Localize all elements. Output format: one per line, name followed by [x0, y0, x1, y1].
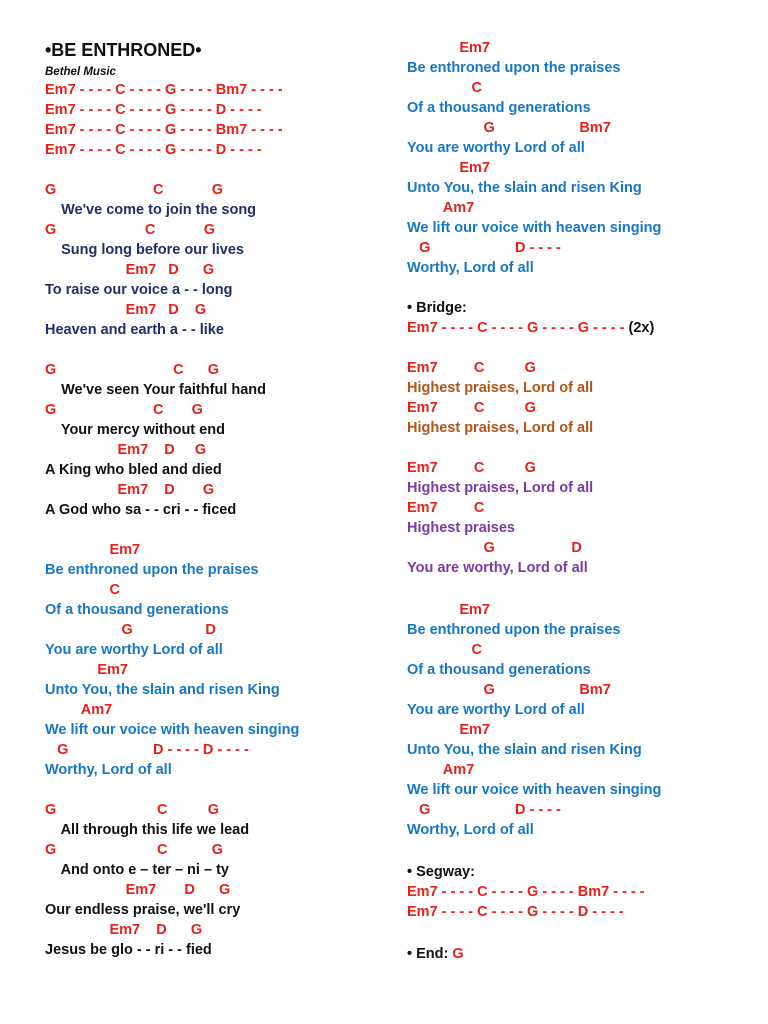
lyric-line: [45, 380, 266, 400]
chord-line: [45, 740, 249, 760]
lyric-line: [407, 518, 515, 538]
chord-line-text: Em7 D G: [45, 262, 215, 278]
chord-line: [45, 920, 202, 940]
lyric-line-text: All through this life we lead: [45, 822, 250, 838]
lyric-line: [407, 58, 621, 78]
chord-line-text: G D - - - - D - - - -: [45, 742, 249, 758]
lyric-line-text: You are worthy Lord of all: [407, 140, 585, 156]
section-label: [407, 862, 475, 882]
artist-credit-text: Bethel Music: [45, 66, 116, 78]
lyric-line: [45, 200, 256, 220]
chord-line-text: Em7 D G: [45, 922, 203, 938]
chord-line-text: Em7 - - - - C - - - - G - - - - D - - - -: [407, 904, 624, 920]
chord-line: [45, 400, 203, 420]
chord-line-text: G C G: [45, 222, 215, 238]
line-suffix: (2x): [628, 320, 655, 336]
lyric-line-text: Sung long before our lives: [45, 242, 244, 258]
chord-line: [45, 440, 206, 460]
lyric-line: [45, 420, 225, 440]
chord-line: [45, 300, 206, 320]
line-suffix: G: [452, 946, 464, 962]
chord-line-text: C: [45, 582, 120, 598]
lyric-line-text: To raise our voice a - - long: [45, 282, 233, 298]
lyric-line-text: Your mercy without end: [45, 422, 225, 438]
chord-line-text: Em7: [407, 722, 490, 738]
chord-line-text: Em7 - - - - C - - - - G - - - - D - - - -: [45, 102, 262, 118]
chord-line-text: Am7: [407, 762, 475, 778]
chord-line: [407, 538, 582, 558]
chord-line: [45, 480, 214, 500]
lyric-line: [45, 320, 224, 340]
section-label: [407, 298, 467, 318]
chord-line-text: Em7: [407, 40, 490, 56]
lyric-line: [407, 98, 591, 118]
lyric-line: [407, 138, 585, 158]
lyric-line-text: You are worthy, Lord of all: [407, 560, 588, 576]
lyric-line-text: Be enthroned upon the praises: [45, 562, 259, 578]
chord-line: [407, 882, 645, 902]
lyric-line-text: Of a thousand generations: [407, 100, 591, 116]
chord-line: [407, 78, 482, 98]
lyric-line: [407, 740, 642, 760]
song-title: [45, 40, 202, 60]
lyric-line: [407, 780, 661, 800]
chord-line-text: G C G: [45, 182, 224, 198]
lyric-line: [407, 258, 534, 278]
lyric-line-text: Highest praises, Lord of all: [407, 420, 594, 436]
lyric-line-text: A King who bled and died: [45, 462, 222, 478]
chord-line-text: Em7 C G: [407, 360, 536, 376]
chord-line: [45, 80, 283, 100]
lyric-line-text: We lift our voice with heaven singing: [407, 782, 662, 798]
lyric-line-text: Worthy, Lord of all: [407, 260, 534, 276]
chord-line: [407, 680, 611, 700]
song-title-text: •BE ENTHRONED•: [45, 40, 202, 60]
chord-line-text: Em7 - - - - C - - - - G - - - - Bm7 - - - -: [45, 82, 283, 98]
lyric-line-text: Be enthroned upon the praises: [407, 622, 621, 638]
lyric-line-text: Worthy, Lord of all: [45, 762, 172, 778]
chord-line-text: G D: [45, 622, 216, 638]
chord-line-text: G C G: [45, 402, 203, 418]
lyric-line-text: You are worthy Lord of all: [407, 702, 585, 718]
lyric-line-text: Unto You, the slain and risen King: [45, 682, 280, 698]
chord-line: [45, 140, 262, 160]
chord-line-text: Em7 - - - - C - - - - G - - - - G - - - -: [407, 320, 629, 336]
chord-line-text: G Bm7: [407, 120, 611, 136]
lyric-line-text: Jesus be glo - - ri - - fied: [45, 942, 212, 958]
chord-line-text: Em7 D G: [45, 482, 215, 498]
chord-line: [45, 580, 120, 600]
chord-line-text: G C G: [45, 842, 224, 858]
lyric-line: [45, 280, 232, 300]
chord-line-text: Am7: [45, 702, 113, 718]
chord-line: [407, 398, 536, 418]
lyric-line: [45, 900, 240, 920]
chord-line-text: Em7 - - - - C - - - - G - - - - D - - - -: [45, 142, 262, 158]
chord-line: [45, 180, 223, 200]
chord-line-text: Em7 - - - - C - - - - G - - - - Bm7 - - - -: [45, 122, 283, 138]
chord-line: [407, 800, 561, 820]
lyric-line: [45, 820, 249, 840]
lyric-line-text: Be enthroned upon the praises: [407, 60, 621, 76]
lyric-line: [45, 760, 172, 780]
chord-line: [45, 660, 128, 680]
lyric-line: [45, 460, 222, 480]
lyric-line: [45, 720, 299, 740]
lyric-line-text: Of a thousand generations: [407, 662, 591, 678]
lyric-line-text: Highest praises, Lord of all: [407, 380, 594, 396]
lyric-line: [407, 660, 591, 680]
lyric-line-text: Unto You, the slain and risen King: [407, 742, 642, 758]
chord-line-text: G D - - - -: [407, 240, 561, 256]
lyric-line-text: And onto e – ter – ni – ty: [45, 862, 229, 878]
lyric-line-text: We've seen Your faithful hand: [45, 382, 266, 398]
chord-line-text: Em7 D G: [45, 442, 207, 458]
lyric-line: [45, 240, 244, 260]
chord-line: [407, 38, 490, 58]
chord-line: [45, 880, 230, 900]
lyric-line-text: We lift our voice with heaven singing: [407, 220, 662, 236]
chord-line-text: G C G: [45, 362, 220, 378]
lyric-line: [45, 940, 212, 960]
chord-line: [45, 700, 112, 720]
lyric-line: [45, 600, 229, 620]
chord-line-text: Em7 D G: [45, 882, 231, 898]
lyric-line-text: We've come to join the song: [45, 202, 257, 218]
chord-line-text: Em7: [407, 602, 490, 618]
chord-line: [407, 902, 624, 922]
chord-line-text: G C G: [45, 802, 220, 818]
chord-line: [45, 100, 262, 120]
lyric-line: [407, 700, 585, 720]
lyric-line: [45, 560, 259, 580]
lyric-line: [407, 418, 593, 438]
chord-line: [407, 600, 490, 620]
chord-line: [407, 760, 474, 780]
chord-line: [407, 158, 490, 178]
chord-line: [407, 458, 536, 478]
chord-line: [407, 498, 484, 518]
chord-line: [45, 800, 219, 820]
chord-line-text: Em7 D G: [45, 302, 207, 318]
chord-line: [45, 260, 214, 280]
lyric-line: [407, 478, 593, 498]
lyric-line: [45, 680, 280, 700]
lyric-line: [45, 640, 223, 660]
lyric-line-text: Highest praises, Lord of all: [407, 480, 594, 496]
section-label-text: • Bridge:: [407, 300, 467, 316]
chord-line-text: Am7: [407, 200, 475, 216]
lyric-line-text: We lift our voice with heaven singing: [45, 722, 300, 738]
lyric-line: [407, 558, 588, 578]
lyric-line-text: Unto You, the slain and risen King: [407, 180, 642, 196]
chord-line: [45, 840, 223, 860]
chord-line: [45, 620, 216, 640]
chord-line-text: Em7 C G: [407, 400, 536, 416]
artist-credit: [45, 62, 116, 82]
chord-line: [45, 120, 283, 140]
chord-line: [407, 358, 536, 378]
lyric-line-text: Highest praises: [407, 520, 515, 536]
lyric-line: [45, 860, 229, 880]
chord-line-text: C: [407, 642, 482, 658]
chord-line: [45, 360, 219, 380]
lyric-line: [407, 378, 593, 398]
chord-line-text: G D: [407, 540, 582, 556]
chord-line-text: Em7 C: [407, 500, 485, 516]
lyric-line: [407, 178, 642, 198]
lyric-line-text: Worthy, Lord of all: [407, 822, 534, 838]
chord-line: [407, 640, 482, 660]
lyric-line: [407, 620, 621, 640]
chord-line-text: Em7: [407, 160, 490, 176]
lyric-line: [407, 218, 661, 238]
lyric-line: [407, 820, 534, 840]
lyric-line-text: You are worthy Lord of all: [45, 642, 223, 658]
section-label-text: • End:: [407, 946, 453, 962]
lyric-line-text: A God who sa - - cri - - ficed: [45, 502, 237, 518]
chord-line-text: G Bm7: [407, 682, 611, 698]
chord-line: [45, 220, 215, 240]
chord-line-text: Em7: [45, 662, 128, 678]
lyric-line: [45, 500, 236, 520]
chord-line: [407, 198, 474, 218]
lyric-line-text: Our endless praise, we'll cry: [45, 902, 241, 918]
chord-line-text: G D - - - -: [407, 802, 561, 818]
lyric-line-text: Of a thousand generations: [45, 602, 229, 618]
chord-line-text: Em7: [45, 542, 141, 558]
section-label: [407, 944, 464, 964]
lyric-line-text: Heaven and earth a - - like: [45, 322, 224, 338]
chord-line: [407, 720, 490, 740]
section-label-text: • Segway:: [407, 864, 475, 880]
chord-line-text: C: [407, 80, 482, 96]
chord-line-text: Em7 - - - - C - - - - G - - - - Bm7 - - - -: [407, 884, 645, 900]
chord-line: [407, 318, 654, 338]
chord-line-text: Em7 C G: [407, 460, 536, 476]
chord-line: [45, 540, 140, 560]
chord-line: [407, 118, 611, 138]
chord-line: [407, 238, 561, 258]
